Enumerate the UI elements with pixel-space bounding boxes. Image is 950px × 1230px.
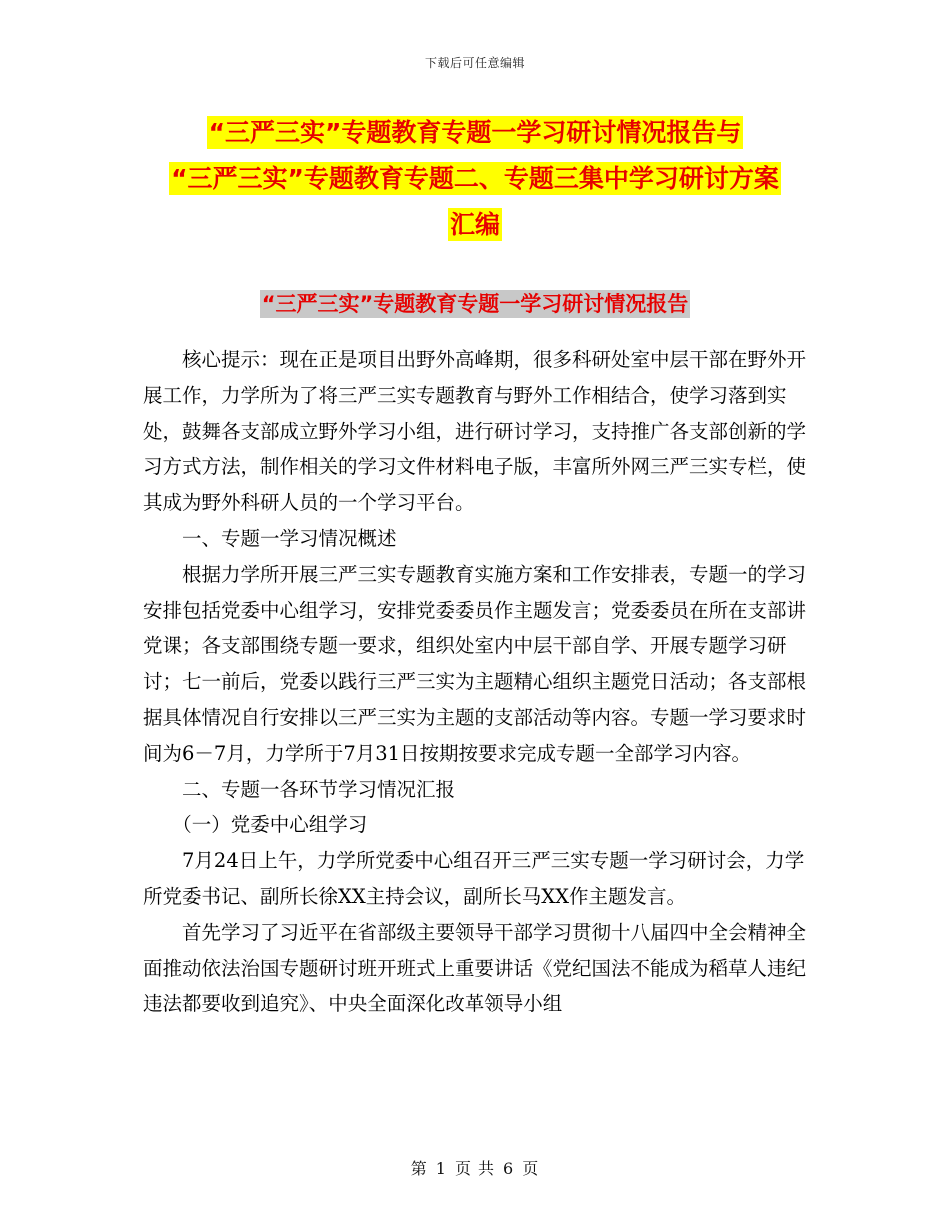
section-title (0, 288, 950, 318)
footer-page-number: 1 (435, 1159, 447, 1178)
title-line-1: “三严三实”专题教育专题一学习研讨情况报告与 (208, 118, 742, 147)
footer-suffix: 页 (522, 1159, 540, 1178)
page-footer (0, 1156, 950, 1179)
heading-party-group: （一）党委中心组学习 (172, 813, 368, 837)
title-line-2: “三严三实”专题教育专题二、专题三集中学习研讨方案 (171, 164, 779, 193)
paragraph-meeting: 7月24日上午，力学所党委中心组召开三严三实专题一学习研讨会，力学所党委书记、副所长徐XX主持会议，副所长马XX作主题发言。 (143, 849, 805, 908)
footer-total-pages: 6 (503, 1159, 515, 1178)
footer-middle: 页 共 (454, 1159, 496, 1178)
paragraph-overview: 根据力学所开展三严三实专题教育实施方案和工作安排表，专题一的学习安排包括党委中心组学习，安排党委委员作主题发言；党委委员在所在支部讲党课；各支部围绕专题一要求，组织处室内中层干部自学、开展专题学习研讨；七一前后，党委以践行三严三实为主题精心组织主题党日活动；各支部根据具体情况自行安排以三严三实为主题的支部活动等内容。专题一学习要求时间为6－7月，力学所于7月31日按期按要求完成专题一全部学习内容。 (143, 562, 807, 765)
paragraph-core-tip: 核心提示：现在正是项目出野外高峰期，很多科研处室中层干部在野外开展工作，力学所为了将三严三实专题教育与野外工作相结合，使学习落到实处，鼓舞各支部成立野外学习小组，进行研讨学习，支持推广各支部创新的学习方式方法，制作相关的学习文件材料电子版，丰富所外网三严三实专栏，使其成为野外科研人员的一个学习平台。 (143, 348, 807, 515)
paragraph-study: 首先学习了习近平在省部级主要领导干部学习贯彻十八届四中全会精神全面推动依法治国专题研讨班开班式上重要讲话《党纪国法不能成为稻草人违纪违法都要收到追究》、中央全面深化改革领导小组 (143, 920, 807, 1016)
document-title (0, 110, 950, 248)
heading-overview: 一、专题一学习情况概述 (182, 526, 397, 550)
document-body (143, 342, 823, 1022)
heading-report: 二、专题一各环节学习情况汇报 (182, 777, 456, 801)
footer-prefix: 第 (410, 1159, 428, 1178)
header-note: 下载后可任意编辑 (424, 56, 525, 70)
title-line-3: 汇编 (449, 210, 500, 239)
section-title-text: “三严三实”专题教育专题一学习研讨情况报告 (261, 292, 689, 316)
